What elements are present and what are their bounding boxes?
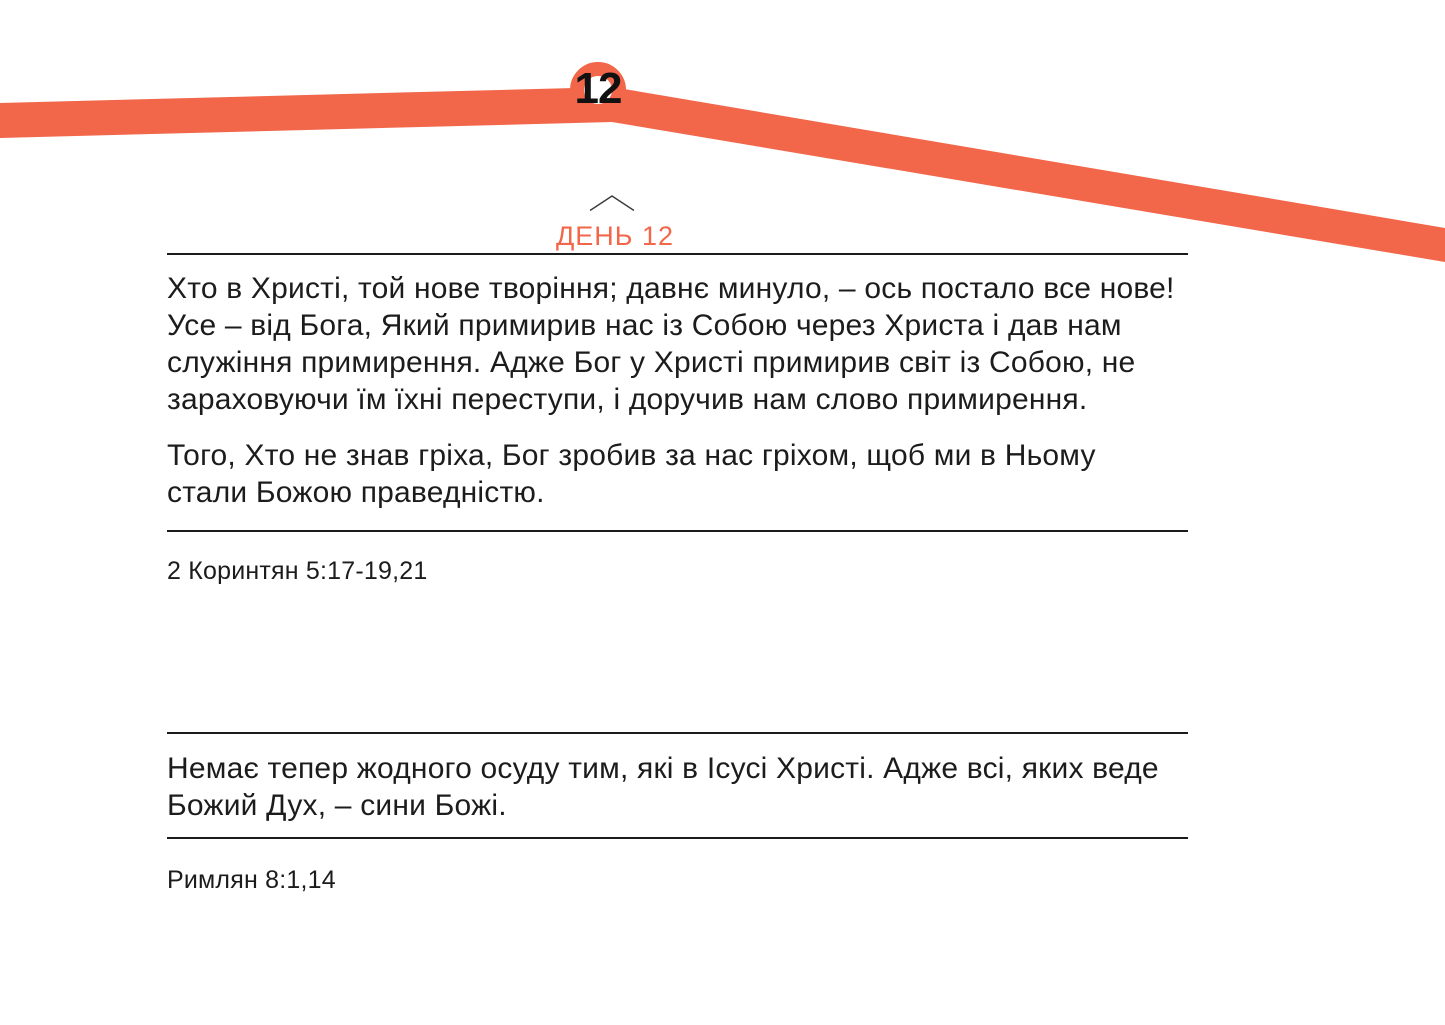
verse-paragraph <box>167 437 1096 511</box>
verse-paragraph <box>167 750 1159 824</box>
verse-line: Божий Дух, – сини Божі. <box>167 789 507 822</box>
verse-line: стали Божою праведністю. <box>167 476 545 509</box>
verse-line: Того, Хто не знав гріха, Бог зробив за нас гріхом, щоб ми в Ньому <box>167 439 1096 472</box>
verse-paragraph <box>167 270 1175 418</box>
day-number-badge <box>570 62 626 118</box>
divider <box>167 837 1188 839</box>
verse-line: Хто в Христі, той нове творіння; давнє минуло, – ось постало все нове! <box>167 272 1175 305</box>
chevron-up-icon <box>590 196 634 211</box>
day-number: 12 <box>574 64 622 113</box>
verse-reference: 2 Коринтян 5:17-19,21 <box>167 557 428 585</box>
day-label: ДЕНЬ 12 <box>555 221 675 251</box>
divider <box>167 732 1188 734</box>
verse-line: Усе – від Бога, Який примирив нас із Собою через Христа і дав нам <box>167 309 1122 342</box>
verse-line: Немає тепер жодного осуду тим, які в Ісусі Христі. Адже всі, яких веде <box>167 752 1159 785</box>
divider <box>167 253 1188 255</box>
verse-line: зараховуючи їм їхні переступи, і доручив нам слово примирення. <box>167 383 1088 416</box>
divider <box>167 530 1188 532</box>
verse-line: служіння примирення. Адже Бог у Христі примирив світ із Собою, не <box>167 346 1136 379</box>
header-graphic <box>0 0 1445 300</box>
verse-reference: Римлян 8:1,14 <box>167 866 336 894</box>
